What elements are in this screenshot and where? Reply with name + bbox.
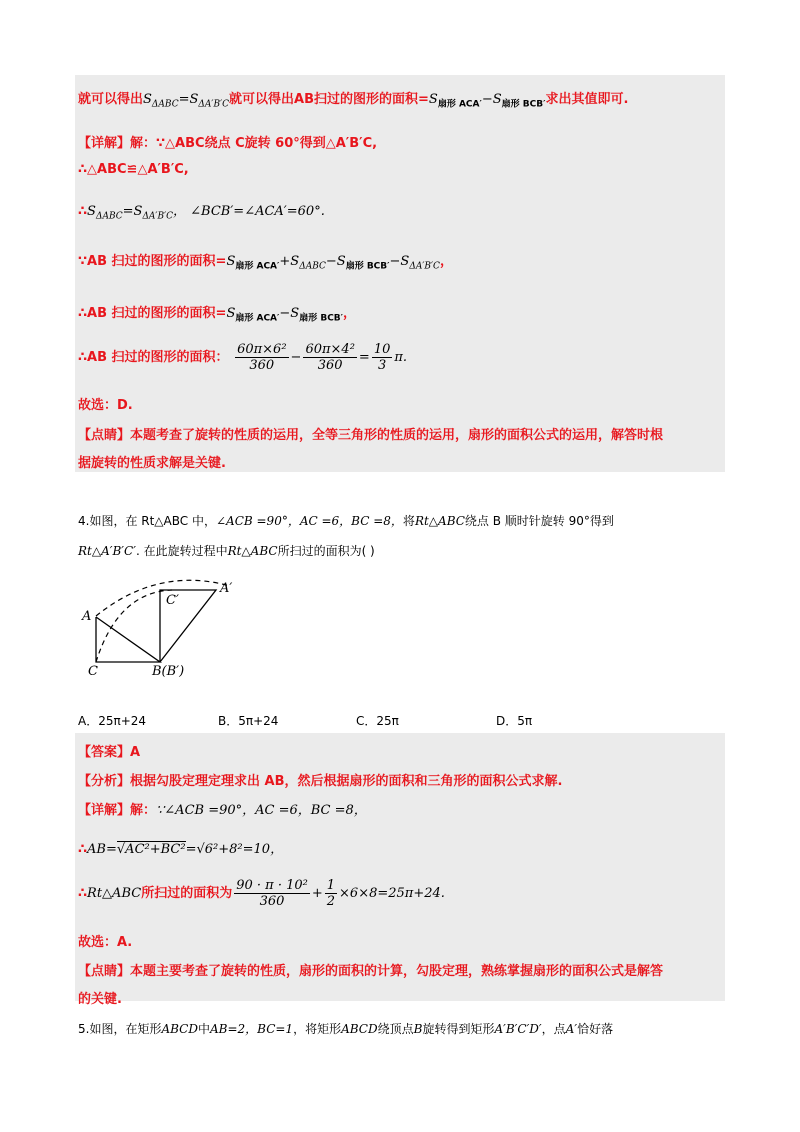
q4-choice: 故选：A.: [78, 935, 133, 950]
label-c: C: [88, 664, 98, 679]
prev-solution-congruence: ∴△ABC≌△A′B′C,: [78, 162, 189, 177]
q4-option-b[interactable]: B．5π+24: [218, 714, 279, 728]
label-a: A: [82, 609, 92, 624]
q5-stem: 5.如图，在矩形ABCD中AB=2，BC=1，将矩形ABCD绕顶点B旋转得到矩形A′B′C′D′，点A′恰好落: [78, 1022, 614, 1036]
prev-solution-line-1: 就可以得出$S_{\Delta ABC}=S_{\Delta A'B'C}$就可以得出AB扫过的图形的面积$=S_{扇形 ACA'}-S_{扇形 BCB'}$求出其值即可.: [78, 92, 629, 110]
label-cp: C′: [166, 593, 179, 608]
label-b: B(B′): [152, 664, 185, 679]
q4-option-d[interactable]: D．5π: [496, 714, 533, 728]
q4-figure: [78, 572, 248, 682]
prev-solution-choice: 故选：D.: [78, 398, 133, 413]
q4-area-line: ∴Rt△ABC所扫过的面积为 $\frac{\text{90 · π · 10²}}{360}$ + $\frac{1}{2}$ ×6×8=25π+24.: [78, 878, 445, 909]
q4-ab-line: ∴AB=√AC²+BC²=√6²+8²=10，: [78, 842, 284, 857]
q4-comment-1: 【点睛】本题主要考查了旋转的性质，扇形的面积的计算，勾股定理，熟练掌握扇形的面积公式是解答: [78, 964, 664, 979]
prev-solution-line-6: ∴AB 扫过的图形的面积： $\frac{\text{60π×6²}}{360}$ − $\frac{\text{60π×4²}}{360}$ = $\frac{10}{3}$ π.: [78, 342, 408, 373]
triangle-abc: [96, 617, 160, 662]
q4-stem-line-1: 4.如图，在 Rt△ABC 中，∠ACB =90°，AC =6，BC =8，将Rt△ABC绕点 B 顺时针旋转 90°得到: [78, 514, 614, 528]
q4-comment-2: 的关键.: [78, 992, 122, 1007]
prev-solution-detail: 【详解】解：∵△ABC绕点 C旋转 60°得到△A′B′C,: [78, 136, 378, 151]
area-fraction-2: $\frac{1}{2}$: [326, 878, 336, 909]
label-ap: A′: [220, 581, 233, 596]
fraction-3: $\frac{10}{3}$: [373, 342, 391, 373]
q4-option-c[interactable]: C．25π: [356, 714, 399, 728]
q4-option-a[interactable]: A．25π+24: [78, 714, 147, 728]
fraction-2: $\frac{\text{60π×4²}}{360}$: [305, 342, 355, 373]
q4-analysis: 【分析】根据勾股定理定理求出 AB，然后根据扇形的面积和三角形的面积公式求解.: [78, 774, 563, 789]
prev-solution-line-3: $\therefore S_{\Delta ABC}=S_{\Delta A'B'C}$， ∠BCB′=∠ACA′=60°.: [78, 204, 325, 222]
q4-answer: 【答案】A: [78, 745, 141, 760]
prev-solution-comment-1: 【点睛】本题考查了旋转的性质的运用，全等三角形的性质的运用，扇形的面积公式的运用，解答时根: [78, 428, 664, 443]
fraction-1: $\frac{\text{60π×6²}}{360}$: [237, 342, 287, 373]
prev-solution-comment-2: 据旋转的性质求解是关键.: [78, 456, 226, 471]
area-fraction-1: $\frac{\text{90 · π · 10²}}{360}$: [236, 878, 308, 909]
prev-solution-line-4: ∵AB 扫过的图形的面积$=S_{扇形 ACA'}+S_{\Delta ABC}-S_{扇形 BCB'}-S_{\Delta A'B'C}$，: [78, 254, 453, 272]
q4-stem-line-2: Rt△A′B′C′. 在此旋转过程中Rt△ABC所扫过的面积为( ): [78, 544, 375, 558]
prev-solution-line-5: ∴AB 扫过的图形的面积$=S_{扇形 ACA'}-S_{扇形 BCB'}$，: [78, 306, 357, 324]
q4-detail: 【详解】解：∵∠ACB =90°，AC =6，BC =8，: [78, 803, 367, 818]
